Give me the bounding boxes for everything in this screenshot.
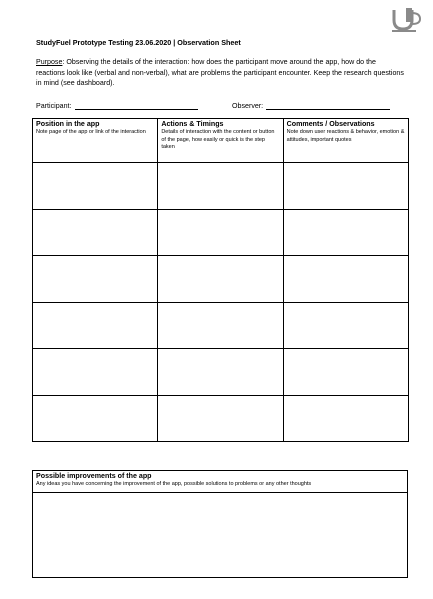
column-description: Note page of the app or link of the interaction xyxy=(36,129,146,135)
column-title: Comments / Observations xyxy=(286,120,375,128)
table-row xyxy=(33,302,409,349)
observer-blank-line[interactable] xyxy=(266,101,390,110)
table-cell[interactable] xyxy=(33,256,158,303)
table-cell[interactable] xyxy=(283,349,408,396)
table-row xyxy=(33,256,409,303)
participant-field xyxy=(36,101,198,110)
purpose-paragraph xyxy=(36,57,406,89)
table-cell[interactable] xyxy=(283,395,408,442)
table-cell[interactable] xyxy=(158,302,283,349)
table-cell[interactable] xyxy=(33,302,158,349)
table-cell[interactable] xyxy=(33,395,158,442)
column-description: Details of interaction with the content or button of the page, how easily or quick is the step taken xyxy=(161,129,275,151)
table-row xyxy=(33,163,409,210)
table-cell[interactable] xyxy=(158,395,283,442)
table-cell[interactable] xyxy=(158,256,283,303)
table-cell[interactable] xyxy=(158,349,283,396)
table-cell[interactable] xyxy=(33,209,158,256)
column-header-position xyxy=(33,119,158,163)
column-header-actions xyxy=(158,119,283,163)
table-cell[interactable] xyxy=(33,163,158,210)
document-title: StudyFuel Prototype Testing 23.06.2020 | Observation Sheet xyxy=(36,38,241,47)
table-cell[interactable] xyxy=(33,349,158,396)
cup-logo-icon xyxy=(392,6,422,32)
column-title: Actions & Timings xyxy=(161,120,224,128)
table-row xyxy=(33,209,409,256)
participant-label: Participant: xyxy=(36,102,72,110)
improvements-writing-area[interactable] xyxy=(33,493,407,577)
table-cell[interactable] xyxy=(158,209,283,256)
observer-field xyxy=(232,101,390,110)
table-header-row xyxy=(33,119,409,163)
table-cell[interactable] xyxy=(283,302,408,349)
table-cell[interactable] xyxy=(283,209,408,256)
observation-table xyxy=(32,118,409,442)
participant-blank-line[interactable] xyxy=(75,101,198,110)
improvements-header xyxy=(33,471,407,493)
improvements-box xyxy=(32,470,408,578)
column-description: Note down user reactions & behavior, emotion & attitudes, important quotes xyxy=(286,129,405,143)
table-cell[interactable] xyxy=(283,256,408,303)
improvements-title: Possible improvements of the app xyxy=(36,472,152,480)
observer-label: Observer: xyxy=(232,102,264,110)
column-header-comments xyxy=(283,119,408,163)
column-title: Position in the app xyxy=(36,120,100,128)
table-cell[interactable] xyxy=(158,163,283,210)
purpose-text: : Observing the details of the interaction: how does the participant move around the app, how do the reactions look like (verbal and non-verbal), what are problems the participant encounter. Keep the research questions in mind (see dashboard). xyxy=(36,58,404,88)
purpose-label: Purpose xyxy=(36,58,63,66)
improvements-description: Any ideas you have concerning the improvement of the app, possible solutions to problems or any other thoughts xyxy=(36,481,312,487)
table-row xyxy=(33,349,409,396)
table-row xyxy=(33,395,409,442)
table-cell[interactable] xyxy=(283,163,408,210)
